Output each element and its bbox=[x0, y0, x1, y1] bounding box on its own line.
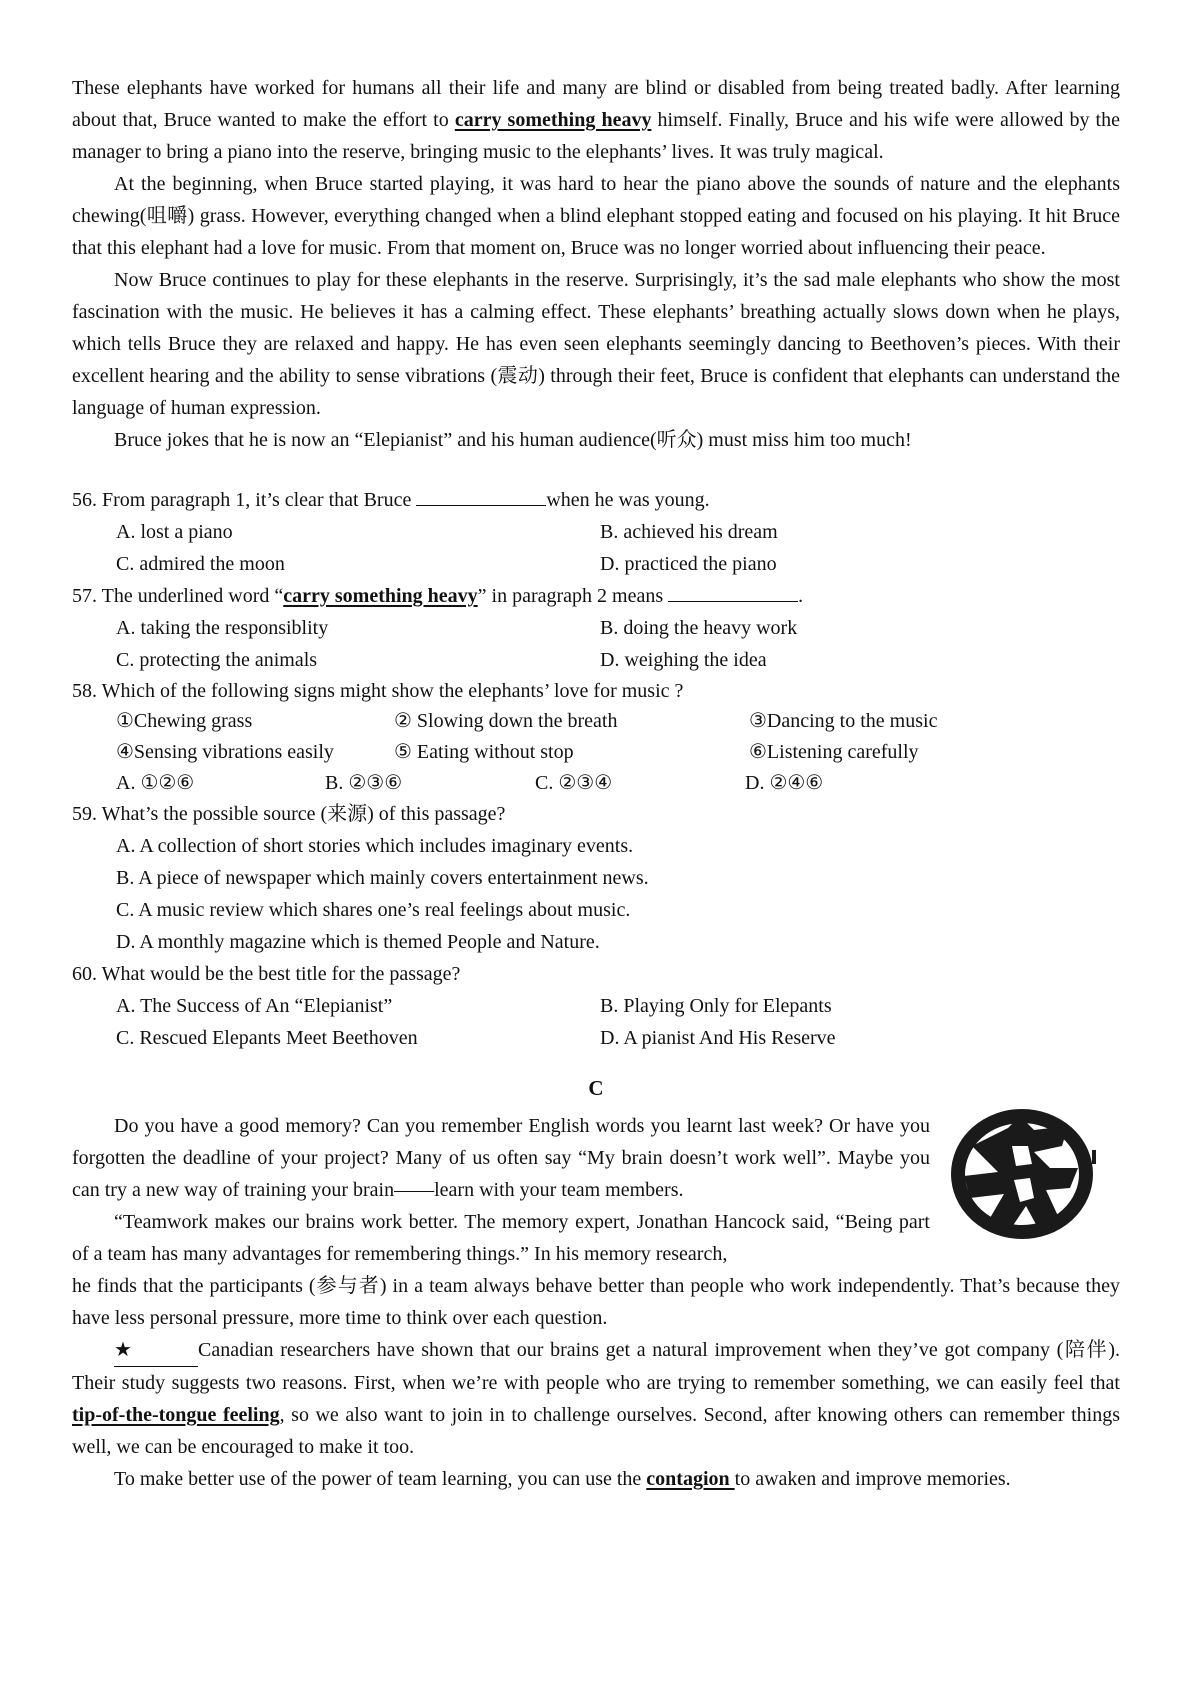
question-59 bbox=[72, 798, 1120, 958]
passage-c-paragraph-3: ★ Canadian researchers have shown that our brains get a natural improvement when they’ve got company (陪伴). Their study suggests two reasons. First, when we’re with people who are trying to remember something, we can easily feel that tip-of-the-tongue feeling, so we also want to join in to challenge ourselves. Second, after knowing others can remember things well, we can be encouraged to make it too. bbox=[72, 1334, 1120, 1463]
question-57 bbox=[72, 580, 1120, 676]
option-d: D. practiced the piano bbox=[600, 553, 777, 575]
passage-c-paragraph-2a: “Teamwork makes our brains work better. The memory expert, Jonathan Hancock said, “Being part of a team has many advantages for remembering things.” In his memory research, bbox=[72, 1211, 930, 1265]
seal-stamp-image bbox=[950, 1106, 1100, 1241]
options bbox=[72, 516, 1120, 580]
underlined-phrase: carry something heavy bbox=[454, 109, 652, 131]
sign-2: ② Slowing down the breath bbox=[394, 710, 618, 732]
option-d: D. ②④⑥ bbox=[745, 772, 824, 794]
sign-5: ⑤ Eating without stop bbox=[394, 741, 574, 763]
option-c: C. admired the moon bbox=[116, 553, 285, 575]
question-58 bbox=[72, 676, 1120, 798]
option-b: B. A piece of newspaper which mainly covers entertainment news. bbox=[116, 867, 649, 889]
option-c: C. Rescued Elepants Meet Beethoven bbox=[116, 1027, 418, 1049]
option-b: B. ②③⑥ bbox=[325, 772, 403, 794]
option-c: C. ②③④ bbox=[535, 772, 613, 794]
option-d: D. A pianist And His Reserve bbox=[600, 1027, 836, 1049]
sign-4: ④Sensing vibrations easily bbox=[116, 741, 334, 763]
question-60 bbox=[72, 958, 1120, 1054]
passage-c-paragraph-1: Do you have a good memory? Can you remember English words you learnt last week? Or have you forgotten the deadline of your project? Many of us often say “My brain doesn’t work well”. Maybe you can try a new way of training your brain——learn with your team members. bbox=[72, 1115, 930, 1201]
option-a: A. ①②⑥ bbox=[116, 772, 195, 794]
underlined-word: contagion bbox=[646, 1468, 735, 1490]
star-blank: ★ bbox=[114, 1334, 198, 1367]
answer-blank bbox=[668, 583, 798, 602]
passage-b-paragraph-3: Now Bruce continues to play for these elephants in the reserve. Surprisingly, it’s the sad male elephants who show the most fascination with the music. He believes it has a calming effect. These elephants’ breathing actually slows down when he plays, which tells Bruce they are relaxed and happy. He has even seen elephants seemingly dancing to Beethoven’s pieces. With their excellent hearing and the ability to sense vibrations (震动) through their feet, Bruce is confident that elephants can understand the language of human expression. bbox=[72, 269, 1120, 419]
option-a: A. taking the responsiblity bbox=[116, 617, 329, 639]
option-b: B. doing the heavy work bbox=[600, 617, 798, 639]
underlined-phrase: tip-of-the-tongue feeling bbox=[72, 1404, 280, 1426]
question-stem: 60. What would be the best title for the passage? bbox=[72, 963, 461, 985]
option-a: A. lost a piano bbox=[116, 521, 233, 543]
option-c: C. protecting the animals bbox=[116, 649, 318, 671]
exam-page bbox=[72, 72, 1120, 1495]
passage-b-paragraph-2: At the beginning, when Bruce started playing, it was hard to hear the piano above the sounds of nature and the elephants chewing(咀嚼) grass. However, everything changed when a blind elephant stopped eating and focused on his playing. It hit Bruce that this elephant had a love for music. From that moment on, Bruce was no longer worried about influencing their peace. bbox=[72, 173, 1120, 259]
passage-c bbox=[72, 1110, 1120, 1495]
sign-6: ⑥Listening carefully bbox=[749, 741, 919, 763]
section-title: C bbox=[588, 1076, 604, 1100]
passage-c-paragraph-4: To make better use of the power of team learning, you can use the contagion to awaken and improve memories. bbox=[114, 1468, 1011, 1490]
answer-blank bbox=[416, 487, 546, 506]
option-a: A. The Success of An “Elepianist” bbox=[116, 995, 393, 1017]
options bbox=[72, 990, 1120, 1054]
question-stem: 58. Which of the following signs might show the elephants’ love for music ? bbox=[72, 680, 684, 702]
underlined-phrase: carry something heavy bbox=[283, 585, 478, 607]
options bbox=[72, 612, 1120, 676]
sign-3: ③Dancing to the music bbox=[749, 710, 938, 732]
option-c: C. A music review which shares one’s real feelings about music. bbox=[116, 899, 631, 921]
option-b: B. Playing Only for Elepants bbox=[600, 995, 832, 1017]
option-a: A. A collection of short stories which includes imaginary events. bbox=[116, 835, 634, 857]
question-stem: 56. From paragraph 1, it’s clear that Bruce when he was young. bbox=[72, 489, 710, 511]
question-stem: 59. What’s the possible source (来源) of this passage? bbox=[72, 803, 506, 825]
passage-b-paragraph-4: Bruce jokes that he is now an “Elepianist” and his human audience(听众) must miss him too much! bbox=[114, 429, 912, 451]
question-56 bbox=[72, 484, 1120, 580]
option-d: D. weighing the idea bbox=[600, 649, 767, 671]
question-stem: 57. The underlined word “carry something heavy” in paragraph 2 means . bbox=[72, 585, 804, 607]
sign-1: ①Chewing grass bbox=[116, 710, 253, 732]
passage-c-paragraph-2b: he finds that the participants (参与者) in a team always behave better than people who work independently. That’s because they have less personal pressure, more time to think over each question. bbox=[72, 1275, 1120, 1329]
option-d: D. A monthly magazine which is themed People and Nature. bbox=[116, 931, 600, 953]
passage-b-paragraph-1: These elephants have worked for humans all their life and many are blind or disabled from being treated badly. After learning about that, Bruce wanted to make the effort to carry something heavy himself. Finally, Bruce and his wife were allowed by the manager to bring a piano into the reserve, bringing music to the elephants’ lives. It was truly magical. bbox=[72, 77, 1120, 163]
options bbox=[72, 768, 1120, 798]
sign-list bbox=[72, 706, 1120, 768]
option-b: B. achieved his dream bbox=[600, 521, 778, 543]
